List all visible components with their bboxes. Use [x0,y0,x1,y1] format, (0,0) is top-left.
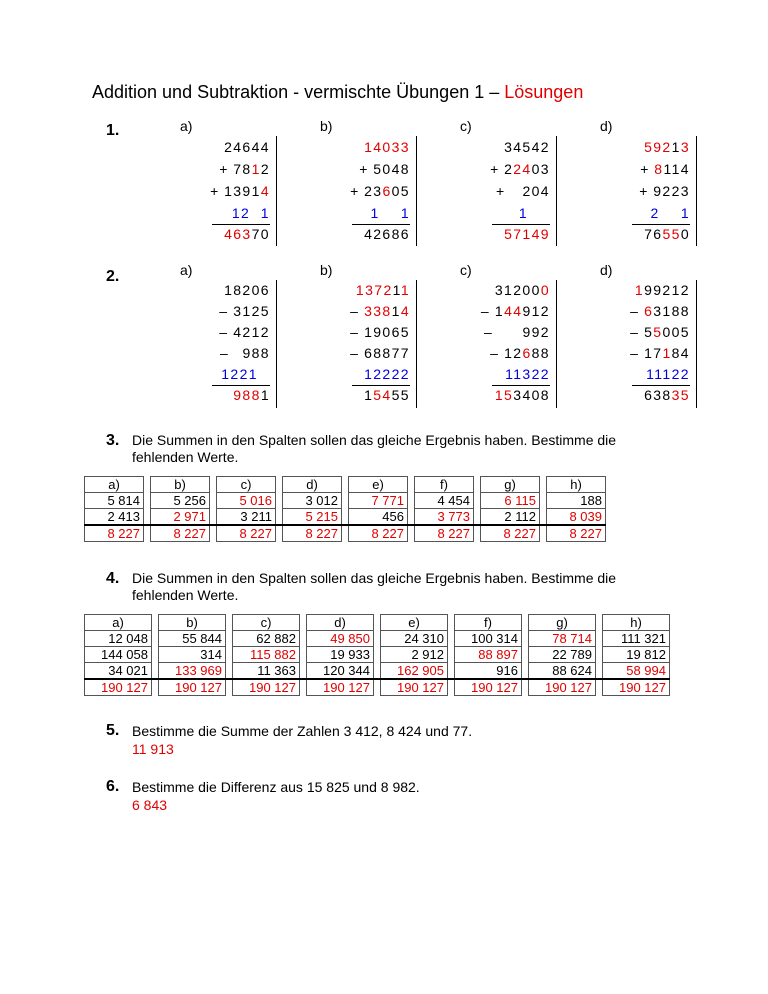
sum-row [85,679,670,696]
carry: 12 1 [231,205,270,221]
cell: 190 127 [381,679,448,696]
cell: c) [217,477,276,493]
task-1b: b) 14033 + 5048 + 23605 1 1 42686 [320,118,410,246]
row3-row [85,663,670,680]
carry: 12222 [364,366,410,382]
sum-row [85,525,606,542]
operand-2: – 63188 [630,303,690,319]
cell: 2 413 [85,509,144,526]
cell: 190 127 [455,679,522,696]
task-3-text: Die Summen in den Spalten sollen das gleiche Ergebnis haben. Bestimme die fehlenden Werte. [132,432,617,465]
cell: h) [547,477,606,493]
cell: 5 256 [151,493,210,509]
operand-1: 59213 [644,139,690,155]
header-row [85,615,670,631]
cell: 78 714 [529,631,596,647]
result: 42686 [364,226,410,242]
cell: 62 882 [233,631,300,647]
cell: a) [85,615,152,631]
operand-4: – 12688 [490,345,550,361]
cell: 144 058 [85,647,152,663]
operand-3: + 9223 [639,183,690,199]
cell: 190 127 [233,679,300,696]
cell: f) [415,477,474,493]
carry: 1 1 [370,205,410,221]
operand-3: + 13914 [210,183,270,199]
cell: 24 310 [381,631,448,647]
task-2-number: 2. [106,268,120,285]
task-4-text: Die Summen in den Spalten sollen das gleiche Ergebnis haben. Bestimme die fehlenden Werte. [132,570,617,603]
result: 63835 [644,387,690,403]
task-2d: d) 199212 – 63188 – 55005 – 17184 11122 63835 [600,262,690,408]
task-1a [180,118,270,246]
cell: 456 [349,509,408,526]
cell: 22 789 [529,647,596,663]
operand-2: + 22403 [490,161,550,177]
label: a) [180,118,193,134]
operand-4: – 68877 [350,345,410,361]
task-6-number: 6. [106,778,120,795]
task-5-answer: 11 913 [132,741,174,757]
cell: g) [481,477,540,493]
task-5-text: Bestimme die Summe der Zahlen 3 412, 8 424 und 77. [132,723,473,739]
task-1-number: 1. [106,122,120,139]
cell: 49 850 [307,631,374,647]
cell: a) [85,477,144,493]
cell: 55 844 [159,631,226,647]
operand-2: – 33814 [350,303,410,319]
task-5-number: 5. [106,722,120,739]
header-row [85,477,606,493]
cell: 7 771 [349,493,408,509]
operand-3: – 19065 [350,324,410,340]
row2-row [85,647,670,663]
result: 46370 [224,226,270,242]
row1-row [85,631,670,647]
cell: 88 897 [455,647,522,663]
cell: 8 227 [547,525,606,542]
operand-1: 137211 [355,282,410,298]
cell: 19 812 [603,647,670,663]
task-3-table [84,476,606,542]
cell: 133 969 [159,663,226,680]
cell: d) [283,477,342,493]
cell: 8 227 [415,525,474,542]
cell: c) [233,615,300,631]
cell: 11 363 [233,663,300,680]
task-6-answer: 6 843 [132,797,168,813]
cell: 8 227 [217,525,276,542]
cell: 8 227 [349,525,408,542]
carry: 11122 [646,366,690,382]
operand-3: – 55005 [630,324,690,340]
operand-4: – 17184 [630,345,690,361]
cell: e) [381,615,448,631]
cell: 88 624 [529,663,596,680]
operand-1: 18206 [224,282,270,298]
operand-2: + 7812 [219,161,270,177]
cell: 100 314 [455,631,522,647]
operand-3: – 4212 [219,324,270,340]
cell: 8 227 [481,525,540,542]
carry: 1221 [221,366,258,382]
carry: 11322 [505,366,550,382]
cell: b) [151,477,210,493]
cell: 314 [159,647,226,663]
cell: 3 012 [283,493,342,509]
cell: 111 321 [603,631,670,647]
cell: 5 016 [217,493,276,509]
cell: h) [603,615,670,631]
cell: 190 127 [85,679,152,696]
cell: 8 227 [283,525,342,542]
operand-1: 312000 [494,282,550,298]
cell: 2 971 [151,509,210,526]
result: 153408 [494,387,550,403]
operand-1: 14033 [364,139,410,155]
operand-3: + 23605 [350,183,410,199]
cell: b) [159,615,226,631]
operand-2: – 144912 [480,303,550,319]
cell: 2 912 [381,647,448,663]
cell: 4 454 [415,493,474,509]
cell: 162 905 [381,663,448,680]
operand-3: + 204 [496,183,550,199]
cell: 8 227 [85,525,144,542]
cell: e) [349,477,408,493]
page-title: Addition und Subtraktion - vermischte Übungen 1 – Lösungen [92,82,584,102]
operand-2: + 8114 [640,161,690,177]
task-2a: a) 18206 – 3125 – 4212 – 988 1221 9881 [180,262,270,408]
task-1d: d) 59213 + 8114 + 9223 2 1 76550 [600,118,690,246]
task-2b: b) 137211 – 33814 – 19065 – 68877 12222 15455 [320,262,410,408]
result: 9881 [233,387,270,403]
cell: 12 048 [85,631,152,647]
cell: 120 344 [307,663,374,680]
cell: 19 933 [307,647,374,663]
task-4-number: 4. [106,570,120,587]
cell: 8 039 [547,509,606,526]
carry: 1 [518,205,528,221]
cell: 190 127 [603,679,670,696]
task-1c: c) 34542 + 22403 + 204 1 57149 [460,118,550,246]
cell: d) [307,615,374,631]
operand-2: + 5048 [359,161,410,177]
cell: 190 127 [307,679,374,696]
operand-1: 199212 [634,282,690,298]
result: 15455 [364,387,410,403]
cell: 58 994 [603,663,670,680]
row2-row [85,509,606,526]
cell: 3 211 [217,509,276,526]
result: 57149 [504,226,550,242]
task-2c: c) 312000 – 144912 – 992 – 12688 11322 153408 [460,262,550,408]
cell: 6 115 [481,493,540,509]
operand-4: – 988 [220,345,270,361]
carry: 2 1 [650,205,690,221]
operand-1: 34542 [504,139,550,155]
cell: 916 [455,663,522,680]
cell: 190 127 [159,679,226,696]
cell: 115 882 [233,647,300,663]
cell: 188 [547,493,606,509]
row1-row [85,493,606,509]
cell: g) [529,615,596,631]
cell: 5 814 [85,493,144,509]
cell: 3 773 [415,509,474,526]
cell: 2 112 [481,509,540,526]
cell: 8 227 [151,525,210,542]
result: 76550 [644,226,690,242]
cell: 34 021 [85,663,152,680]
task-4-table [84,614,670,696]
task-6-text: Bestimme die Differenz aus 15 825 und 8 982. [132,779,420,795]
operand-1: 24644 [224,139,270,155]
cell: 5 215 [283,509,342,526]
cell: 190 127 [529,679,596,696]
task-3-number: 3. [106,432,120,449]
cell: f) [455,615,522,631]
operand-3: – 992 [484,324,550,340]
operand-2: – 3125 [219,303,270,319]
